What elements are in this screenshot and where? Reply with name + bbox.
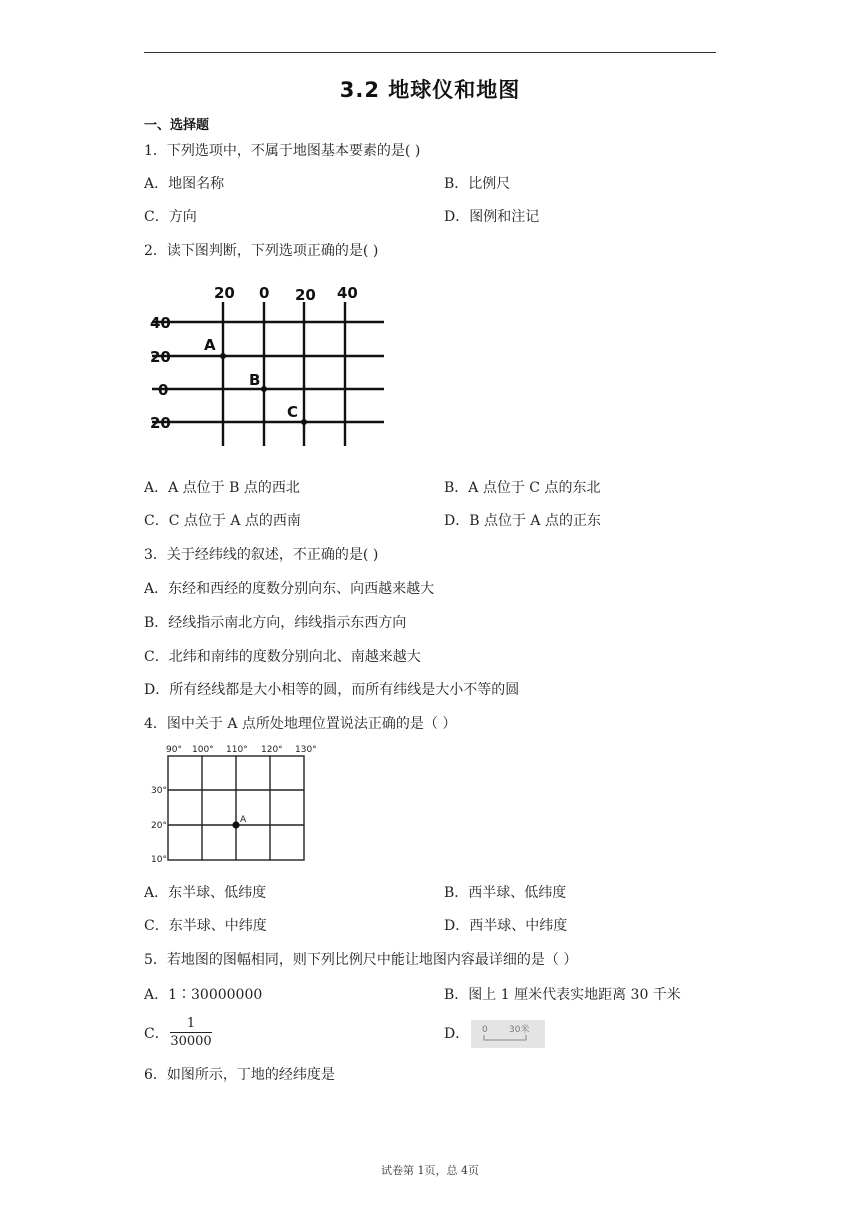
q4-option-d[interactable]: D．西半球、中纬度	[444, 918, 568, 934]
scalebar-distance-label: 30米	[509, 1025, 530, 1035]
q4-left-label-2: 20°	[151, 821, 167, 831]
q4-option-c[interactable]: C．东半球、中纬度	[144, 918, 267, 934]
question-5-stem: 5．若地图的图幅相同，则下列比例尺中能让地图内容最详细的是（ ）	[144, 952, 578, 968]
q2-option-a[interactable]: A．A 点位于 B 点的西北	[144, 480, 300, 496]
q2-top-label-1: 20	[214, 284, 235, 302]
q3-option-a[interactable]: A．东经和西经的度数分别向东、向西越来越大	[144, 581, 435, 597]
fraction-numerator: 1	[186, 1016, 196, 1031]
q5-option-a[interactable]: A．1∶30000000	[144, 987, 263, 1003]
scalebar-line	[484, 1035, 526, 1040]
q2-option-b[interactable]: B．A 点位于 C 点的东北	[444, 480, 601, 496]
scalebar-zero-label: 0	[482, 1025, 488, 1035]
q2-option-c[interactable]: C．C 点位于 A 点的西南	[144, 513, 301, 529]
q1-option-c[interactable]: C．方向	[144, 209, 197, 225]
section-heading: 一、选择题	[144, 118, 210, 133]
fraction-bar	[170, 1032, 212, 1033]
q4-option-b[interactable]: B．西半球、低纬度	[444, 885, 567, 901]
q2-point-b	[261, 386, 267, 392]
page-title: 3.2 地球仪和地图	[339, 78, 521, 102]
q2-point-c	[301, 419, 307, 425]
q2-left-label-1: 40	[150, 314, 171, 332]
q5-option-b[interactable]: B．图上 1 厘米代表实地距离 30 千米	[444, 987, 681, 1003]
q2-point-a	[220, 353, 226, 359]
q5-option-d[interactable]: D．	[444, 1026, 470, 1042]
q4-top-label-4: 120°	[261, 745, 283, 755]
q5-scalebar-image	[471, 1020, 545, 1048]
q2-point-c-label: C	[287, 403, 299, 421]
q2-grid-figure	[144, 280, 394, 450]
question-2-stem: 2．读下图判断，下列选项正确的是( )	[144, 243, 379, 259]
q2-top-label-3: 20	[295, 286, 316, 304]
q4-left-label-1: 30°	[151, 786, 167, 796]
page-footer: 试卷第 1页，总 4页	[381, 1164, 479, 1177]
q4-point-a-label: A	[240, 815, 247, 825]
q4-option-a[interactable]: A．东半球、低纬度	[144, 885, 267, 901]
fraction-denominator: 30000	[170, 1034, 212, 1049]
q4-left-label-3: 10°	[151, 855, 167, 865]
q1-option-a[interactable]: A．地图名称	[144, 176, 225, 192]
question-6-stem: 6．如图所示，丁地的经纬度是	[144, 1067, 335, 1083]
q1-option-d[interactable]: D．图例和注记	[444, 209, 540, 225]
q2-top-label-2: 0	[259, 284, 270, 302]
q2-left-label-3: 0	[158, 381, 169, 399]
q4-top-label-1: 90°	[166, 745, 182, 755]
q4-grid-figure	[148, 742, 328, 868]
q3-option-d[interactable]: D．所有经线都是大小相等的圆，而所有纬线是大小不等的圆	[144, 682, 520, 698]
q3-option-b[interactable]: B．经线指示南北方向，纬线指示东西方向	[144, 615, 407, 631]
q2-option-d[interactable]: D．B 点位于 A 点的正东	[444, 513, 601, 529]
q2-left-label-4: 20	[150, 414, 171, 432]
q2-left-label-2: 20	[150, 348, 171, 366]
q4-top-label-2: 100°	[192, 745, 214, 755]
question-4-stem: 4．图中关于 A 点所处地理位置说法正确的是（ ）	[144, 716, 457, 732]
q4-point-a	[232, 821, 239, 828]
q5-fraction-scale	[170, 1016, 212, 1049]
q2-point-b-label: B	[249, 371, 261, 389]
q2-top-label-4: 40	[337, 284, 358, 302]
q4-top-label-5: 130°	[295, 745, 317, 755]
q5-option-c[interactable]: C．	[144, 1026, 169, 1042]
question-1-stem: 1．下列选项中，不属于地图基本要素的是( )	[144, 143, 421, 159]
q2-point-a-label: A	[204, 336, 216, 354]
q3-option-c[interactable]: C．北纬和南纬的度数分别向北、南越来越大	[144, 649, 421, 665]
q1-option-b[interactable]: B．比例尺	[444, 176, 511, 192]
q4-top-label-3: 110°	[226, 745, 248, 755]
question-3-stem: 3．关于经纬线的叙述，不正确的是( )	[144, 547, 379, 563]
header-rule	[144, 52, 716, 53]
